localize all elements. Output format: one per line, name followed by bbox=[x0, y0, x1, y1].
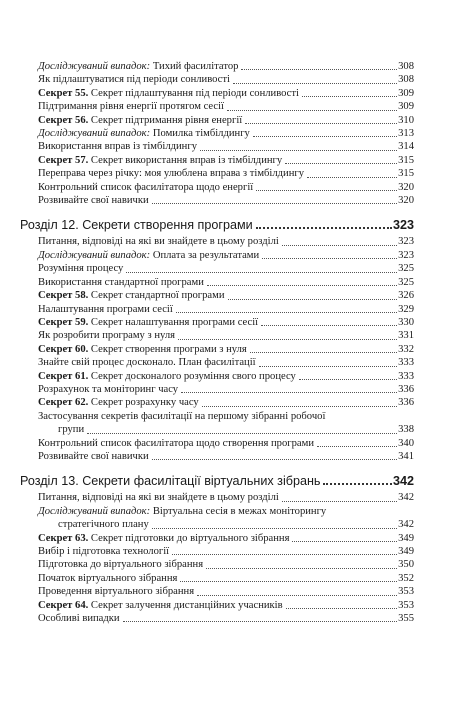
entry-title: Переправа через річку: моя улюблена вправа з тімбілдингу bbox=[38, 168, 305, 180]
entry-text bbox=[38, 262, 123, 275]
entry-title: Як підлаштуватися під періоди сонливості bbox=[38, 74, 230, 86]
page-number: 350 bbox=[398, 559, 414, 571]
toc-chapter-13-heading[interactable] bbox=[20, 473, 414, 489]
page-number: 353 bbox=[398, 586, 414, 598]
page-number: 314 bbox=[398, 141, 414, 153]
dot-leader bbox=[286, 607, 397, 609]
entry-title: Знайте свій процес досконало. План фасилітації bbox=[38, 357, 256, 369]
page-number: 352 bbox=[398, 572, 414, 584]
entry-title: Секрет використання вправ із тімбілдингу bbox=[88, 154, 283, 166]
entry-text bbox=[38, 316, 258, 329]
toc-block-chapter-11-tail bbox=[20, 60, 414, 207]
entry-text bbox=[38, 100, 224, 113]
entry-text bbox=[38, 140, 197, 153]
entry-prefix: Секрет 59. bbox=[38, 316, 89, 328]
entry-text bbox=[38, 356, 256, 369]
page-number: 342 bbox=[398, 492, 414, 504]
dot-leader bbox=[285, 162, 397, 164]
entry-title: Контрольний список фасилітатора щодо створення програми bbox=[38, 437, 314, 449]
dot-leader bbox=[180, 580, 397, 582]
toc-entry[interactable] bbox=[20, 437, 414, 450]
dot-leader bbox=[181, 391, 397, 393]
dot-leader bbox=[250, 351, 397, 353]
entry-title: Секрет досконалого розуміння свого процесу bbox=[88, 370, 296, 382]
toc-block-chapter-13 bbox=[20, 532, 414, 626]
entry-prefix: Секрет 62. bbox=[38, 397, 89, 409]
toc-block-chapter-12-end bbox=[20, 437, 414, 464]
entry-prefix: Секрет 60. bbox=[38, 343, 89, 355]
toc-entry[interactable] bbox=[20, 410, 414, 437]
entry-title: Секрет залучення дистанційних учасників bbox=[88, 599, 283, 611]
toc-entry[interactable] bbox=[20, 289, 414, 302]
entry-prefix: Секрет 57. bbox=[38, 154, 89, 166]
page-number: 323 bbox=[398, 249, 414, 261]
chapter-title: Розділ 13. Секрети фасилітації віртуальних зібрань bbox=[20, 474, 321, 489]
dot-leader bbox=[178, 338, 397, 340]
dot-leader bbox=[176, 311, 397, 313]
page-number: 349 bbox=[398, 532, 414, 544]
toc-entry[interactable] bbox=[20, 585, 414, 598]
entry-prefix: Секрет 55. bbox=[38, 87, 89, 99]
toc-entry[interactable] bbox=[20, 194, 414, 207]
toc-entry[interactable] bbox=[20, 491, 414, 504]
page-number: 315 bbox=[398, 168, 414, 180]
page-number: 333 bbox=[398, 357, 414, 369]
toc-entry[interactable] bbox=[20, 612, 414, 625]
dot-leader bbox=[259, 365, 398, 367]
dot-leader bbox=[126, 271, 397, 273]
toc-entry[interactable] bbox=[20, 87, 414, 100]
entry-title: Підготовка до віртуального зібрання bbox=[38, 559, 204, 571]
page-number: 326 bbox=[398, 290, 414, 302]
toc-entry[interactable] bbox=[20, 316, 414, 329]
page-number: 340 bbox=[398, 437, 414, 449]
entry-title: Тихий фасилітатор bbox=[150, 61, 239, 72]
page-number: 325 bbox=[398, 276, 414, 288]
dot-leader bbox=[282, 500, 397, 502]
page-number: 309 bbox=[398, 87, 414, 99]
toc-entry[interactable] bbox=[20, 532, 414, 545]
page-number: 336 bbox=[398, 397, 414, 409]
toc-entry[interactable] bbox=[20, 276, 414, 289]
dot-leader bbox=[317, 445, 397, 447]
dot-leader bbox=[233, 82, 397, 84]
entry-title: Як розробити програму з нуля bbox=[38, 330, 175, 342]
dot-leader bbox=[282, 244, 397, 246]
entry-title: Використання стандартної програми bbox=[38, 276, 204, 288]
page-number: 353 bbox=[398, 599, 414, 611]
page-number: 336 bbox=[398, 383, 414, 395]
entry-text bbox=[38, 329, 175, 342]
entry-title: Проведення віртуального зібрання bbox=[38, 586, 195, 598]
entry-title: Питання, відповіді на які ви знайдете в цьому розділі bbox=[38, 492, 279, 504]
dot-leader bbox=[206, 567, 397, 569]
dot-leader bbox=[152, 202, 397, 204]
entry-text bbox=[38, 235, 279, 248]
entry-text bbox=[38, 194, 149, 207]
dot-leader bbox=[253, 135, 397, 137]
entry-title: Вибір і підготовка технології bbox=[38, 546, 170, 557]
dot-leader bbox=[261, 324, 397, 326]
dot-leader bbox=[302, 95, 397, 97]
entry-text bbox=[38, 343, 247, 356]
page-number: 331 bbox=[398, 330, 414, 342]
entry-prefix: Секрет 63. bbox=[38, 532, 89, 544]
toc-entry[interactable] bbox=[20, 167, 414, 180]
toc-entry[interactable] bbox=[20, 383, 414, 396]
entry-text bbox=[38, 612, 120, 625]
entry-title: Секрет створення програми з нуля bbox=[88, 343, 247, 355]
toc-entry[interactable] bbox=[20, 249, 414, 262]
toc-entry[interactable] bbox=[20, 262, 414, 275]
page-number: 310 bbox=[398, 114, 414, 126]
entry-title: Розуміння процесу bbox=[38, 263, 124, 275]
page-number: 332 bbox=[398, 343, 414, 355]
toc-entry[interactable] bbox=[20, 60, 414, 73]
entry-text-line-1: Віртуальна сесія в межах моніторингу bbox=[150, 505, 327, 517]
page-number: 338 bbox=[398, 424, 414, 436]
entry-title: Секрет підтримання рівня енергії bbox=[88, 114, 243, 126]
entry-text bbox=[38, 491, 279, 504]
dot-leader bbox=[202, 405, 397, 407]
entry-prefix: Секрет 58. bbox=[38, 290, 89, 302]
toc-entry[interactable] bbox=[20, 545, 414, 558]
toc-entry[interactable] bbox=[20, 572, 414, 585]
toc-entry[interactable] bbox=[20, 396, 414, 409]
dot-leader bbox=[245, 122, 397, 124]
dot-leader bbox=[87, 432, 397, 434]
page-number: 329 bbox=[398, 303, 414, 315]
entry-text bbox=[38, 585, 194, 598]
entry-title: Секрет підготовки до віртуального зібрання bbox=[88, 532, 290, 544]
toc-entry[interactable] bbox=[20, 100, 414, 113]
page-number: 313 bbox=[398, 128, 414, 140]
entry-text bbox=[38, 437, 314, 450]
dot-leader bbox=[256, 226, 392, 229]
dot-leader bbox=[123, 620, 398, 622]
entry-prefix: Досліджуваний випадок: bbox=[38, 249, 151, 261]
toc-chapter-12-heading[interactable] bbox=[20, 217, 414, 233]
dot-leader bbox=[241, 68, 397, 70]
entry-text bbox=[38, 572, 177, 585]
entry-title: Помилка тімбілдингу bbox=[150, 128, 250, 140]
dot-leader bbox=[228, 298, 398, 300]
toc-entry[interactable] bbox=[20, 599, 414, 612]
page-number: 333 bbox=[398, 370, 414, 382]
table-of-contents bbox=[20, 60, 414, 625]
entry-prefix: Досліджуваний випадок: bbox=[38, 128, 151, 140]
page-number: 308 bbox=[398, 74, 414, 86]
page-number: 315 bbox=[398, 154, 414, 166]
entry-text bbox=[38, 154, 282, 167]
dot-leader bbox=[262, 257, 397, 259]
page-number: 323 bbox=[398, 236, 414, 248]
dot-leader bbox=[299, 378, 397, 380]
entry-text-line-2: групи bbox=[58, 424, 85, 436]
toc-entry[interactable] bbox=[20, 558, 414, 571]
entry-title: Питання, відповіді на які ви знайдете в цьому розділі bbox=[38, 236, 279, 248]
toc-entry[interactable] bbox=[20, 140, 414, 153]
entry-title: Секрет розрахунку часу bbox=[88, 397, 199, 409]
entry-text-line-1: Застосування секретів фасилітації на першому зібранні робочої bbox=[38, 410, 326, 422]
entry-text bbox=[38, 87, 299, 100]
dot-leader bbox=[152, 458, 397, 460]
entry-prefix: Секрет 56. bbox=[38, 114, 89, 126]
page-number: 341 bbox=[398, 450, 414, 462]
entry-text bbox=[38, 383, 178, 396]
entry-title: Контрольний список фасилітатора щодо енергії bbox=[38, 181, 254, 193]
entry-text bbox=[38, 127, 250, 140]
dot-leader bbox=[292, 540, 397, 542]
entry-title: Використання вправ із тімбілдингу bbox=[38, 141, 197, 153]
dot-leader bbox=[200, 149, 397, 151]
page-number: 320 bbox=[398, 195, 414, 207]
dot-leader bbox=[323, 482, 392, 485]
entry-title: Початок віртуального зібрання bbox=[38, 572, 178, 584]
entry-text bbox=[38, 303, 173, 316]
dot-leader bbox=[197, 594, 397, 596]
entry-text bbox=[38, 181, 253, 194]
entry-text bbox=[38, 558, 203, 571]
dot-leader bbox=[256, 189, 397, 191]
entry-text bbox=[38, 532, 289, 545]
page-number: 320 bbox=[398, 181, 414, 193]
entry-title: Секрет стандартної програми bbox=[88, 290, 225, 302]
entry-text bbox=[38, 396, 199, 409]
toc-entry[interactable] bbox=[20, 181, 414, 194]
dot-leader bbox=[207, 284, 397, 286]
toc-entry[interactable] bbox=[20, 370, 414, 383]
entry-prefix: Секрет 61. bbox=[38, 370, 89, 382]
entry-text bbox=[38, 545, 169, 558]
toc-entry[interactable] bbox=[20, 235, 414, 248]
entry-title: Оплата за результатами bbox=[150, 249, 260, 261]
toc-entry[interactable] bbox=[20, 505, 414, 532]
page-number: 330 bbox=[398, 316, 414, 328]
entry-title: Розвивайте свої навички bbox=[38, 450, 149, 462]
entry-title: Секрет налаштування програми сесії bbox=[88, 316, 259, 328]
chapter-title: Розділ 12. Секрети створення програми bbox=[20, 218, 253, 233]
entry-text bbox=[38, 73, 230, 86]
entry-text bbox=[38, 114, 242, 127]
toc-entry[interactable] bbox=[20, 154, 414, 167]
entry-text bbox=[38, 276, 204, 289]
page-number: 308 bbox=[398, 61, 414, 72]
entry-prefix: Секрет 64. bbox=[38, 599, 89, 611]
dot-leader bbox=[227, 109, 397, 111]
entry-title: Особливі випадки bbox=[38, 613, 120, 625]
toc-entry[interactable] bbox=[20, 303, 414, 316]
page-number: 325 bbox=[398, 263, 414, 275]
page-number: 342 bbox=[392, 474, 414, 489]
entry-title: Секрет підлаштування під періоди сонливості bbox=[88, 87, 299, 99]
entry-text bbox=[38, 370, 296, 383]
entry-text bbox=[38, 450, 149, 463]
entry-prefix: Досліджуваний випадок: bbox=[38, 505, 151, 517]
page-number: 349 bbox=[398, 546, 414, 557]
entry-text bbox=[38, 599, 283, 612]
entry-title: Налаштування програми сесії bbox=[38, 303, 173, 315]
page-number: 323 bbox=[392, 218, 414, 233]
entry-text bbox=[38, 289, 225, 302]
toc-entry[interactable] bbox=[20, 329, 414, 342]
toc-block-chapter-13-start bbox=[20, 491, 414, 504]
page-number: 355 bbox=[398, 613, 414, 625]
toc-entry[interactable] bbox=[20, 343, 414, 356]
toc-entry[interactable] bbox=[20, 450, 414, 463]
entry-text bbox=[38, 60, 238, 73]
entry-title: Розвивайте свої навички bbox=[38, 195, 149, 207]
dot-leader bbox=[152, 527, 397, 529]
entry-text bbox=[38, 167, 304, 180]
toc-entry[interactable] bbox=[20, 114, 414, 127]
entry-text bbox=[38, 249, 259, 262]
toc-block-chapter-12 bbox=[20, 235, 414, 409]
dot-leader bbox=[172, 553, 397, 555]
toc-entry[interactable] bbox=[20, 127, 414, 140]
entry-title: Розрахунок та моніторинг часу bbox=[38, 383, 179, 395]
toc-entry[interactable] bbox=[20, 73, 414, 86]
entry-title: Підтримання рівня енергії протягом сесії bbox=[38, 101, 224, 113]
entry-text-line-2: стратегічного плану bbox=[58, 519, 149, 531]
page-number: 342 bbox=[398, 519, 414, 531]
dot-leader bbox=[307, 176, 397, 178]
entry-prefix: Досліджуваний випадок: bbox=[38, 61, 151, 72]
page-number: 309 bbox=[398, 101, 414, 113]
toc-entry[interactable] bbox=[20, 356, 414, 369]
